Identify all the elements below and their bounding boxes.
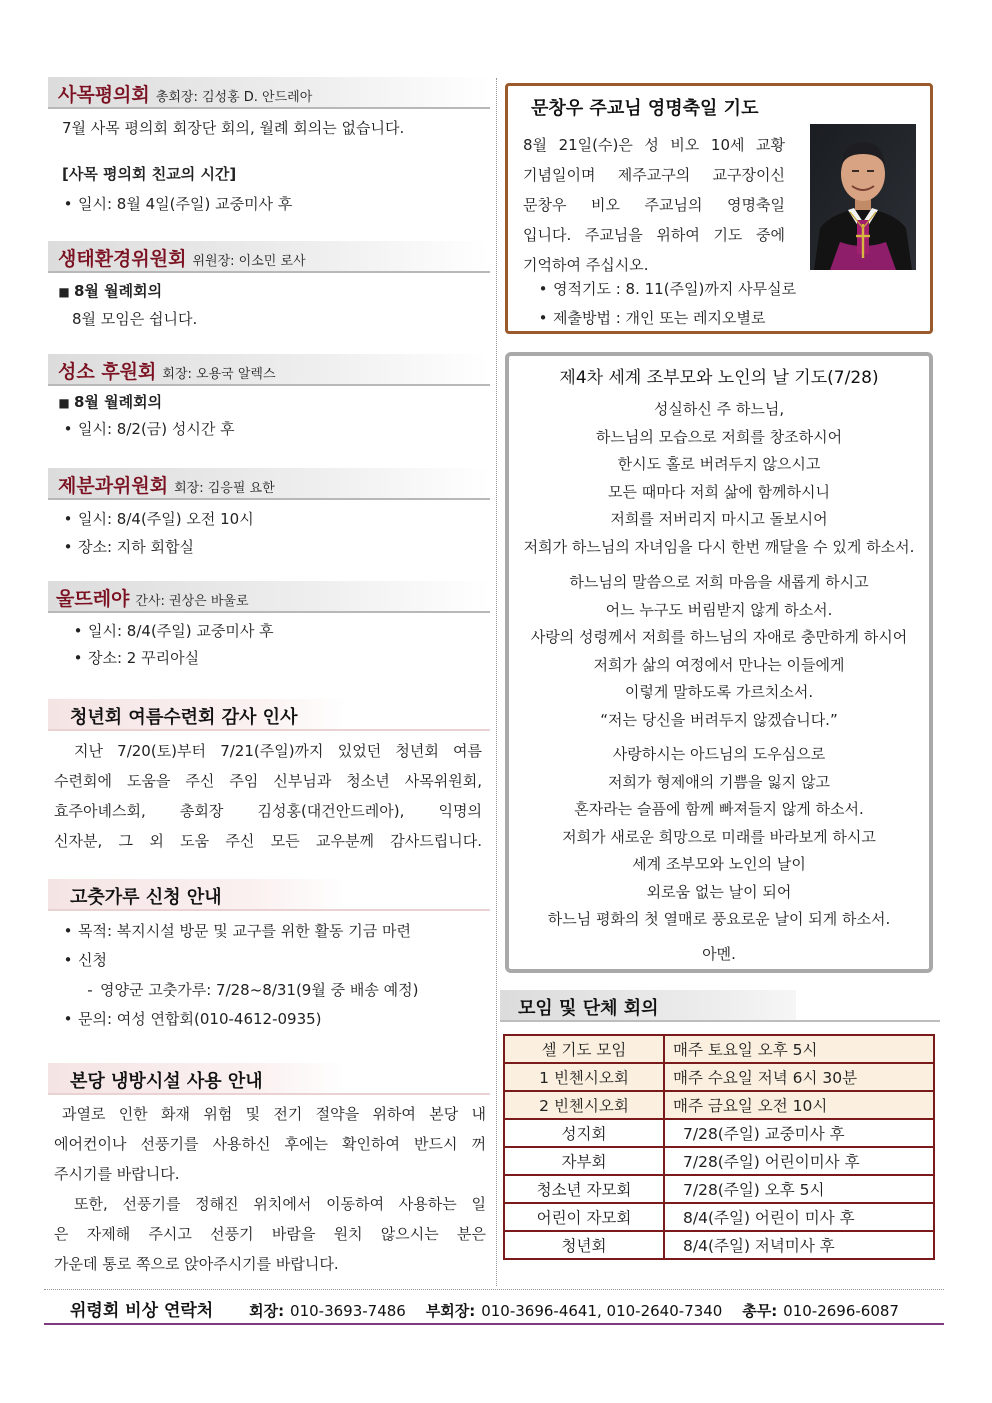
section-title: 본당 냉방시설 사용 안내 [70, 1071, 263, 1092]
eco-heading: ■ 8월 월례회의 [54, 277, 162, 307]
section-header-pepper [48, 879, 490, 911]
text-line: 기념일이며 제주교구의 교구장이신 [523, 166, 785, 184]
prayer-line: 모든 때마다 저희 삶에 함께하시니 [608, 482, 830, 501]
dash-icon: - [87, 981, 93, 999]
prayer-line: 하느님의 모습으로 저희를 창조하시어 [595, 427, 843, 446]
list-item: • 일시: 8/4(주일) 오전 10시 [58, 505, 254, 534]
prayer-line: 저희가 형제애의 기쁨을 잃지 않고 [608, 772, 830, 791]
text-line: 과열로 인한 화재 위험 및 전기 절약을 위하여 본당 내 [62, 1105, 486, 1123]
section-header-tithe-committee [48, 468, 490, 500]
text-line: 지난 7/20(토)부터 7/21(주일)까지 있었던 청년회 여름 [74, 742, 482, 760]
text-line: 가운데 통로 쪽으로 앉아주시기를 바랍니다. [54, 1255, 339, 1273]
meeting-time: 매주 토요일 오후 5시 [664, 1035, 934, 1063]
president-phone: 010-3693-7486 [290, 1302, 406, 1320]
text-line: 수련회에 도움을 주신 주임 신부님과 청소년 사목위원회, [54, 772, 482, 790]
section-title: 제분과위원회 회장: 김응필 요한 [58, 475, 275, 497]
text-line: 기억하여 주십시오. [523, 256, 649, 274]
prayer-line: 성실하신 주 하느님, [653, 400, 785, 418]
bullet-icon: • [63, 510, 73, 528]
bullet-icon: • [538, 309, 548, 327]
prayer-stanza-2 [503, 569, 935, 734]
eco-text: 8월 모임은 쉽니다. [72, 310, 198, 328]
meeting-time: 7/28(주일) 교중미사 후 [664, 1119, 934, 1147]
list-item: • 장소: 2 꾸리아실 [68, 644, 199, 673]
prayer-line: 어느 누구도 버림받지 않게 하소서. [605, 600, 833, 619]
table-row [504, 1147, 934, 1175]
section-header-meetings [500, 990, 940, 1022]
section-title: 고춧가루 신청 안내 [70, 887, 222, 908]
prayer-line: 하느님 평화의 첫 열매로 풍요로운 날이 되게 하소서. [547, 910, 891, 928]
bullet-icon: • [63, 1010, 73, 1028]
section-subtitle: 회장: 오용국 알렉스 [162, 367, 276, 382]
prayer-line: 저희가 새로운 희망으로 미래를 바라보게 하시고 [562, 827, 876, 846]
text-line: 주시기를 바랍니다. [54, 1165, 180, 1183]
header-underline [500, 1020, 940, 1022]
text-line: 8월 21일(수)은 성 비오 10세 교황 [523, 136, 785, 154]
meeting-time: 8/4(주일) 어린이 미사 후 [664, 1203, 934, 1231]
meeting-name: 셀 기도 모임 [504, 1035, 664, 1063]
bullet-icon: • [63, 922, 73, 940]
bullet-icon: • [73, 649, 83, 667]
prayer-line: 저희가 삶의 여정에서 만나는 이들에게 [593, 655, 845, 674]
list-item: • 신청 [58, 946, 107, 975]
prayer-line: 하느님의 말씀으로 저희 마음을 새롭게 하시고 [569, 573, 869, 591]
youth-thanks-body [54, 736, 482, 856]
list-item: • 목적: 복지시설 방문 및 교구를 위한 활동 기금 마련 [58, 917, 411, 946]
secretary-label: 총무: [742, 1302, 778, 1320]
section-header-pastoral-council [48, 77, 490, 109]
footer-divider [44, 1289, 944, 1290]
bullet-icon: • [63, 420, 73, 438]
prayer-line: 저희를 저버리지 마시고 돌보시어 [610, 510, 828, 528]
meeting-name: 성지회 [504, 1119, 664, 1147]
prayer-amen: 아멘. [702, 945, 736, 963]
holy-support-heading: ■ 8월 월례회의 [54, 388, 162, 418]
square-bullet-icon: ■ [58, 285, 70, 299]
cooling-body [54, 1099, 486, 1279]
section-subtitle: 총회장: 김성홍 D. 안드레아 [155, 90, 313, 105]
prayer-line: “저는 당신을 버려두지 않겠습니다.” [600, 710, 838, 729]
prayer-line: 저희가 하느님의 자녀임을 다시 한번 깨달을 수 있게 하소서. [523, 537, 915, 556]
vice-label: 부회장: [425, 1302, 476, 1320]
list-item: • 제출방법 : 개인 또는 레지오별로 [533, 305, 766, 331]
sub-list-item: - 영양군 고춧가루: 7/28~8/31(9월 중 배송 예정) [80, 976, 418, 1005]
meeting-name: 2 빈첸시오회 [504, 1091, 664, 1119]
section-header-ultreya [48, 581, 490, 613]
prayer-line: 사랑의 성령께서 저희를 하느님의 자애로 충만하게 하시어 [530, 628, 908, 646]
header-underline [48, 384, 490, 386]
prayer-stanza-1 [503, 396, 935, 561]
bishop-prayer-body [523, 130, 785, 280]
bishop-portrait [810, 124, 916, 270]
text-line: 효주아녜스회, 총회장 김성홍(대건안드레아), 익명의 [54, 802, 482, 820]
table-row [504, 1231, 934, 1259]
prayer-line: 한시도 홀로 버려두지 않으시고 [617, 455, 821, 473]
text-line: 또한, 선풍기를 정해진 위치에서 이동하여 사용하는 일 [74, 1195, 486, 1213]
meeting-time: 매주 수요일 저녁 6시 30분 [664, 1063, 934, 1091]
bullet-icon: • [63, 538, 73, 556]
list-item: • 문의: 여성 연합회(010-4612-0935) [58, 1005, 322, 1034]
text-line: 입니다. 주교님을 위하여 기도 중에 [523, 226, 785, 244]
section-subtitle: 간사: 권상은 바울로 [135, 594, 249, 609]
footer-contacts [70, 1296, 899, 1321]
president-label: 회장: [249, 1302, 285, 1320]
bullet-icon: • [63, 951, 73, 969]
bullet-icon: • [73, 622, 83, 640]
square-bullet-icon: ■ [58, 396, 70, 410]
vice-phone: 010-3696-4641, 010-2640-7340 [481, 1302, 723, 1320]
text-line: 문창우 비오 주교님의 영명축일 [523, 196, 785, 214]
header-underline [48, 271, 490, 273]
section-header-holy-support [48, 354, 490, 386]
meeting-name: 청소년 자모회 [504, 1175, 664, 1203]
list-item: • 영적기도 : 8. 11(주일)까지 사무실로 [533, 276, 796, 302]
section-subtitle: 위원장: 이소민 로사 [192, 254, 306, 269]
header-underline [48, 611, 490, 613]
meeting-name: 1 빈첸시오회 [504, 1063, 664, 1091]
section-title: 청년회 여름수련회 감사 인사 [70, 707, 298, 728]
meeting-time: 8/4(주일) 저녁미사 후 [664, 1231, 934, 1259]
text-line: 은 자제해 주시고 선풍기 바람을 원치 않으시는 분은 [54, 1225, 486, 1243]
table-row [504, 1063, 934, 1091]
pastoral-council-text: 7월 사목 평의회 회장단 회의, 월례 회의는 없습니다. [62, 119, 405, 137]
meeting-name: 어린이 자모회 [504, 1203, 664, 1231]
grandparents-prayer-box [505, 352, 933, 973]
meeting-time: 7/28(주일) 어린이미사 후 [664, 1147, 934, 1175]
prayer-line: 외로움 없는 날이 되어 [646, 882, 792, 901]
section-title: 모임 및 단체 회의 [518, 998, 659, 1019]
text-line: 신자분, 그 외 도움 주신 모든 교우분께 감사드립니다. [54, 832, 482, 850]
section-header-youth-thanks [48, 699, 490, 731]
bishop-prayer-box [505, 83, 933, 334]
bishop-portrait-image [810, 124, 916, 270]
footer-title: 위령회 비상 연락처 [70, 1301, 214, 1321]
prayer-line: 세계 조부모와 노인의 날이 [632, 855, 806, 873]
list-item: • 일시: 8/4(주일) 교중미사 후 [68, 617, 274, 646]
table-row [504, 1203, 934, 1231]
text-line: 에어컨이나 선풍기를 사용하신 후에는 확인하여 반드시 꺼 [54, 1135, 486, 1153]
prayer-stanza-3 [503, 741, 935, 934]
footer-bottom-line [44, 1323, 944, 1325]
meetings-table [503, 1034, 935, 1260]
prayer-line: 사랑하시는 아드님의 도우심으로 [612, 745, 826, 763]
header-underline [48, 1093, 490, 1095]
table-row [504, 1175, 934, 1203]
section-header-cooling [48, 1063, 490, 1095]
meeting-time: 7/28(주일) 오후 5시 [664, 1175, 934, 1203]
prayer-line: 이렇게 말하도록 가르치소서. [624, 683, 814, 701]
section-subtitle: 회장: 김응필 요한 [174, 481, 275, 496]
column-divider [496, 78, 497, 1286]
prayer-line: 혼자라는 슬픔에 함께 빠져들지 않게 하소서. [574, 800, 864, 818]
meeting-name: 자부회 [504, 1147, 664, 1175]
table-row [504, 1035, 934, 1063]
bullet-icon: • [63, 195, 73, 213]
bullet-icon: • [538, 280, 548, 298]
section-header-eco-committee [48, 241, 490, 273]
header-underline [48, 498, 490, 500]
header-underline [48, 729, 490, 731]
meeting-name: 청년회 [504, 1231, 664, 1259]
grandparents-prayer-title: 제4차 세계 조부모와 노인의 날 기도(7/28) [559, 368, 879, 388]
secretary-phone: 010-2696-6087 [783, 1302, 899, 1320]
header-underline [48, 909, 490, 911]
table-row [504, 1119, 934, 1147]
bishop-prayer-title: 문창우 주교님 영명축일 기도 [531, 98, 759, 119]
section-title: 사목평의회 총회장: 김성홍 D. 안드레아 [58, 84, 313, 106]
header-underline [48, 107, 490, 109]
pastoral-council-subtitle: [사목 평의회 친교의 시간] [62, 165, 237, 183]
section-title: 성소 후원회 회장: 오용국 알렉스 [58, 361, 276, 383]
list-item: • 장소: 지하 회합실 [58, 533, 194, 562]
list-item: • 일시: 8월 4일(주일) 교중미사 후 [58, 190, 292, 219]
meeting-time: 매주 금요일 오전 10시 [664, 1091, 934, 1119]
list-item: • 일시: 8/2(금) 성시간 후 [58, 415, 235, 444]
table-row [504, 1091, 934, 1119]
section-title: 생태환경위원회 위원장: 이소민 로사 [58, 248, 306, 270]
section-title: 울뜨레야 간사: 권상은 바울로 [56, 588, 249, 610]
